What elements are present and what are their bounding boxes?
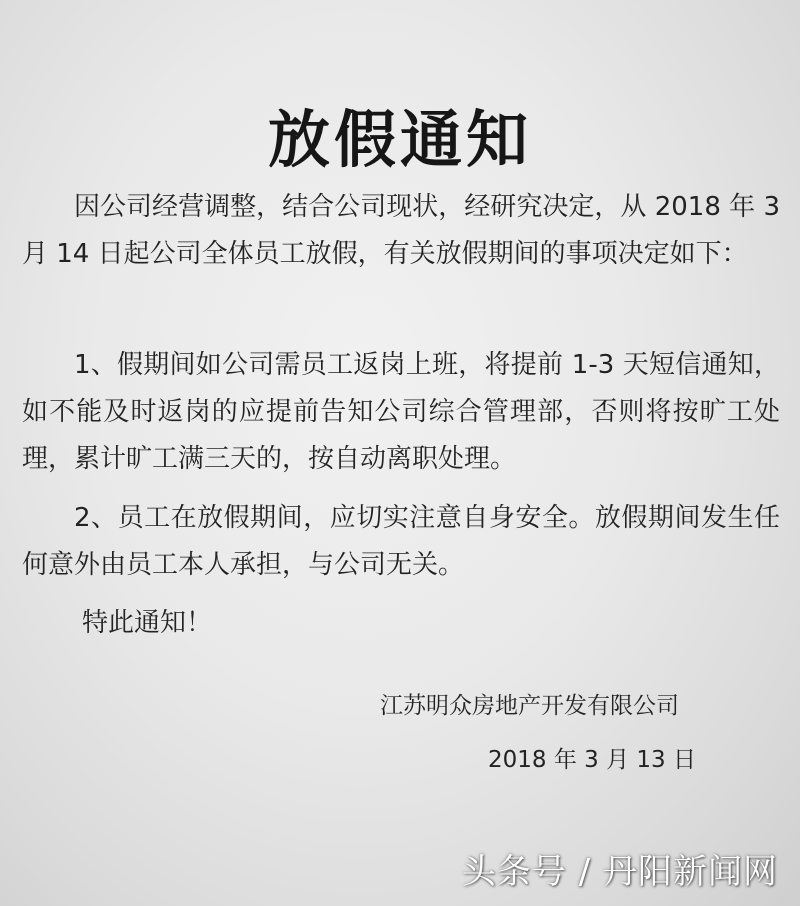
notice-item-1: 1、假期间如公司需员工返岗上班，将提前 1-3 天短信通知，如不能及时返岗的应提前告知公司综合管理部，否则将按旷工处理，累计旷工满三天的，按自动离职处理。 — [22, 350, 780, 474]
notice-closing: 特此通知！ — [82, 608, 213, 638]
notice-item-2: 2、员工在放假期间，应切实注意自身安全。放假期间发生任何意外由员工本人承担，与公司无关。 — [22, 503, 780, 580]
issue-date: 2018 年 3 月 13 日 — [488, 747, 696, 773]
notice-title: 放假通知 — [267, 103, 532, 176]
source-watermark: 头条号 / 丹阳新闻网 — [461, 852, 778, 892]
issuer-company: 江苏明众房地产开发有限公司 — [380, 693, 679, 719]
notice-intro-paragraph: 因公司经营调整，结合公司现状，经研究决定，从 2018 年 3 月 14 日起公司全体员工放假，有关放假期间的事项决定如下： — [22, 192, 780, 269]
